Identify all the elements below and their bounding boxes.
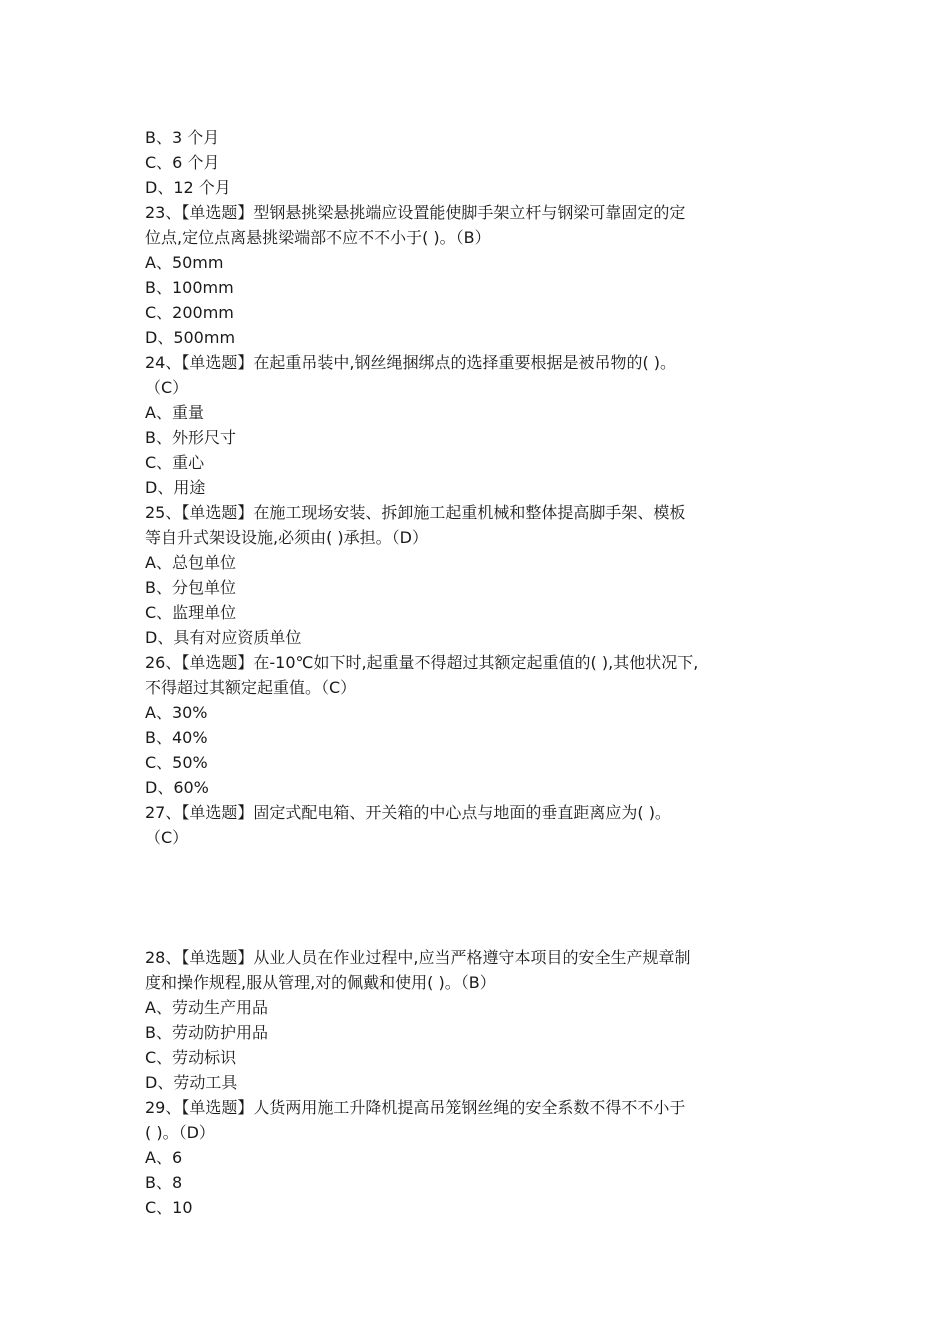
answer-option: C、6 个月 (145, 153, 220, 172)
answer-option: A、劳动生产用品 (145, 998, 268, 1017)
question-continuation-line: （C） (145, 828, 189, 847)
answer-option: D、劳动工具 (145, 1073, 238, 1092)
question-stem-line: 23、【单选题】型钢悬挑梁悬挑端应设置能使脚手架立杆与钢梁可靠固定的定 (145, 203, 686, 222)
answer-option: D、500mm (145, 328, 236, 347)
question-continuation-line: 等自升式架设设施,必须由( )承担。（D） (145, 528, 428, 547)
answer-option: D、用途 (145, 478, 206, 497)
answer-option: B、40% (145, 728, 208, 747)
answer-option: A、6 (145, 1148, 183, 1167)
answer-option: B、外形尺寸 (145, 428, 236, 447)
answer-option: A、30% (145, 703, 208, 722)
answer-option: B、3 个月 (145, 128, 220, 147)
question-stem-line: 25、【单选题】在施工现场安装、拆卸施工起重机械和整体提高脚手架、模板 (145, 503, 686, 522)
question-stem-line: 24、【单选题】在起重吊装中,钢丝绳捆绑点的选择重要根据是被吊物的( )。 (145, 353, 677, 372)
answer-option: D、12 个月 (145, 178, 231, 197)
question-continuation-line: ( )。（D） (145, 1123, 215, 1142)
answer-option: B、8 (145, 1173, 183, 1192)
question-stem-line: 28、【单选题】从业人员在作业过程中,应当严格遵守本项目的安全生产规章制 (145, 948, 691, 967)
answer-option: D、60% (145, 778, 209, 797)
answer-option: B、劳动防护用品 (145, 1023, 268, 1042)
answer-option: A、50mm (145, 253, 224, 272)
question-continuation-line: 度和操作规程,服从管理,对的佩戴和使用( )。（B） (145, 973, 496, 992)
answer-option: C、劳动标识 (145, 1048, 237, 1067)
question-continuation-line: 位点,定位点离悬挑梁端部不应不不小于( )。（B） (145, 228, 491, 247)
answer-option: C、200mm (145, 303, 234, 322)
answer-option: C、50% (145, 753, 208, 772)
answer-option: A、重量 (145, 403, 204, 422)
question-stem-line: 29、【单选题】人货两用施工升降机提高吊笼钢丝绳的安全系数不得不不小于 (145, 1098, 686, 1117)
answer-option: C、重心 (145, 453, 205, 472)
question-stem-line: 26、【单选题】在-10℃如下时,起重量不得超过其额定起重值的( ),其他状况下, (145, 653, 699, 672)
question-block-upper (145, 125, 810, 850)
answer-option: A、总包单位 (145, 553, 236, 572)
question-stem-line: 27、【单选题】固定式配电箱、开关箱的中心点与地面的垂直距离应为( )。 (145, 803, 671, 822)
question-continuation-line: （C） (145, 378, 189, 397)
answer-option: B、100mm (145, 278, 234, 297)
question-continuation-line: 不得超过其额定起重值。（C） (145, 678, 357, 697)
answer-option: C、10 (145, 1198, 193, 1217)
answer-option: D、具有对应资质单位 (145, 628, 302, 647)
question-block-lower (145, 945, 810, 1220)
answer-option: C、监理单位 (145, 603, 237, 622)
answer-option: B、分包单位 (145, 578, 236, 597)
